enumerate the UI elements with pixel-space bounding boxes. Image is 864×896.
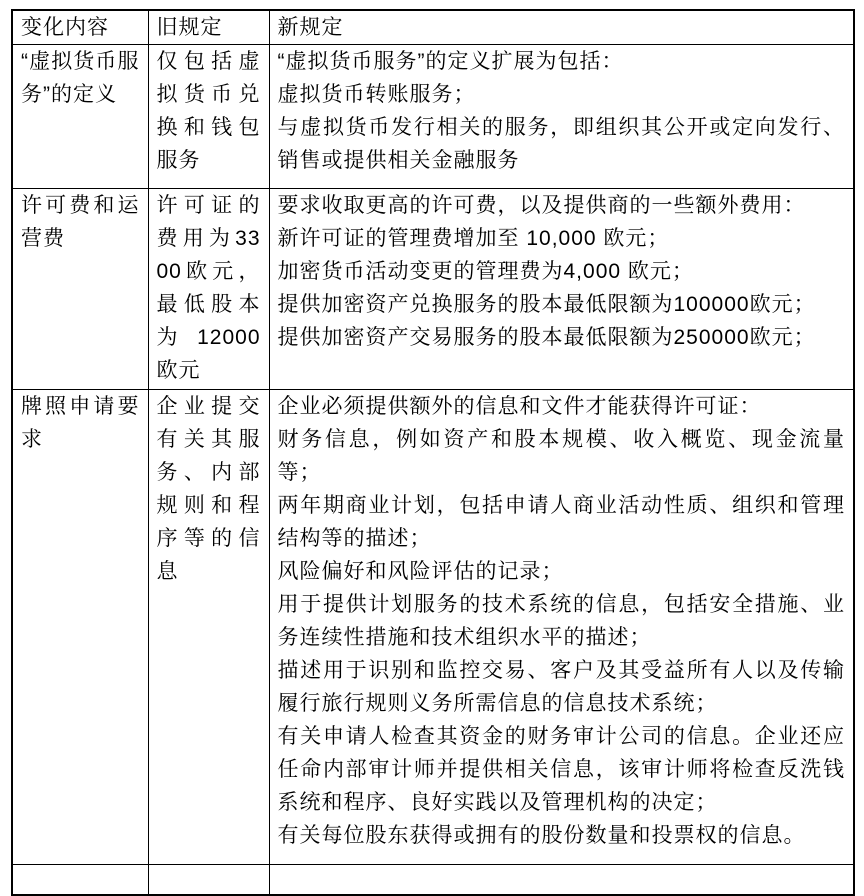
paragraph: 提供加密资产交易服务的股本最低限额为250000欧元；: [277, 326, 816, 349]
paragraph: 描述用于识别和监控交易、客户及其受益所有人以及传输履行旅行规则义务所需信息的信息技术系统；: [277, 659, 845, 715]
old-regulation-cell: [148, 189, 269, 390]
paragraph: “虚拟货币服务”的定义扩展为包括：: [277, 50, 624, 73]
paragraph: 要求收取更高的许可费，以及提供商的一些额外费用：: [277, 194, 806, 217]
regulation-comparison-table: [11, 9, 855, 896]
header-new-regulation: 新规定: [269, 10, 854, 45]
new-regulation-cell: [269, 390, 854, 865]
paragraph: 虚拟货币转账服务；: [277, 83, 476, 106]
new-regulation-cell: [269, 189, 854, 390]
change-cell: [12, 390, 148, 865]
header-row: [12, 10, 854, 45]
new-regulation-cell: [269, 865, 854, 895]
paragraph: 提供加密资产兑换服务的股本最低限额为100000欧元；: [277, 293, 816, 316]
header-change-content: 变化内容: [12, 10, 148, 45]
paragraph: 财务信息，例如资产和股本规模、收入概览、现金流量等；: [277, 428, 845, 484]
paragraph: 许可费和运营费: [21, 194, 140, 250]
paragraph: 企业提交有关其服务、内部规则和程序等的信息: [156, 395, 261, 583]
document-page: [11, 9, 864, 896]
new-regulation-cell: [269, 45, 854, 189]
old-regulation-cell: [148, 390, 269, 865]
paragraph: 有关申请人检查其资金的财务审计公司的信息。企业还应任命内部审计师并提供相关信息，该审计师将检查反洗钱系统和程序、良好实践以及管理机构的决定；: [277, 725, 845, 814]
paragraph: 企业必须提供额外的信息和文件才能获得许可证：: [277, 395, 762, 418]
change-cell: [12, 189, 148, 390]
table-body: [12, 45, 854, 895]
paragraph: 用于提供计划服务的技术系统的信息，包括安全措施、业务连续性措施和技术组织水平的描述；: [277, 593, 845, 649]
paragraph: 许可证的费用为3300欧元，最低股本为 12000 欧元: [156, 194, 261, 382]
paragraph: “虚拟货币服务”的定义: [21, 50, 140, 106]
old-regulation-cell: [148, 865, 269, 895]
table-row: [12, 45, 854, 189]
table-row: [12, 865, 854, 895]
paragraph: 有关每位股东获得或拥有的股份数量和投票权的信息。: [277, 824, 806, 847]
table-row: [12, 189, 854, 390]
header-old-regulation: 旧规定: [148, 10, 269, 45]
paragraph: 新许可证的管理费增加至 10,000 欧元；: [277, 227, 670, 250]
change-cell: [12, 45, 148, 189]
change-cell: [12, 865, 148, 895]
paragraph: 风险偏好和风险评估的记录；: [277, 560, 564, 583]
paragraph: 与虚拟货币发行相关的服务，即组织其公开或定向发行、销售或提供相关金融服务: [277, 116, 845, 172]
old-regulation-cell: [148, 45, 269, 189]
paragraph: 加密货币活动变更的管理费为4,000 欧元；: [277, 260, 694, 283]
table-row: [12, 390, 854, 865]
paragraph: 两年期商业计划，包括申请人商业活动性质、组织和管理结构等的描述；: [277, 494, 845, 550]
paragraph: 牌照申请要求: [21, 395, 140, 451]
paragraph: 仅包括虚拟货币兑换和钱包服务: [156, 50, 261, 172]
